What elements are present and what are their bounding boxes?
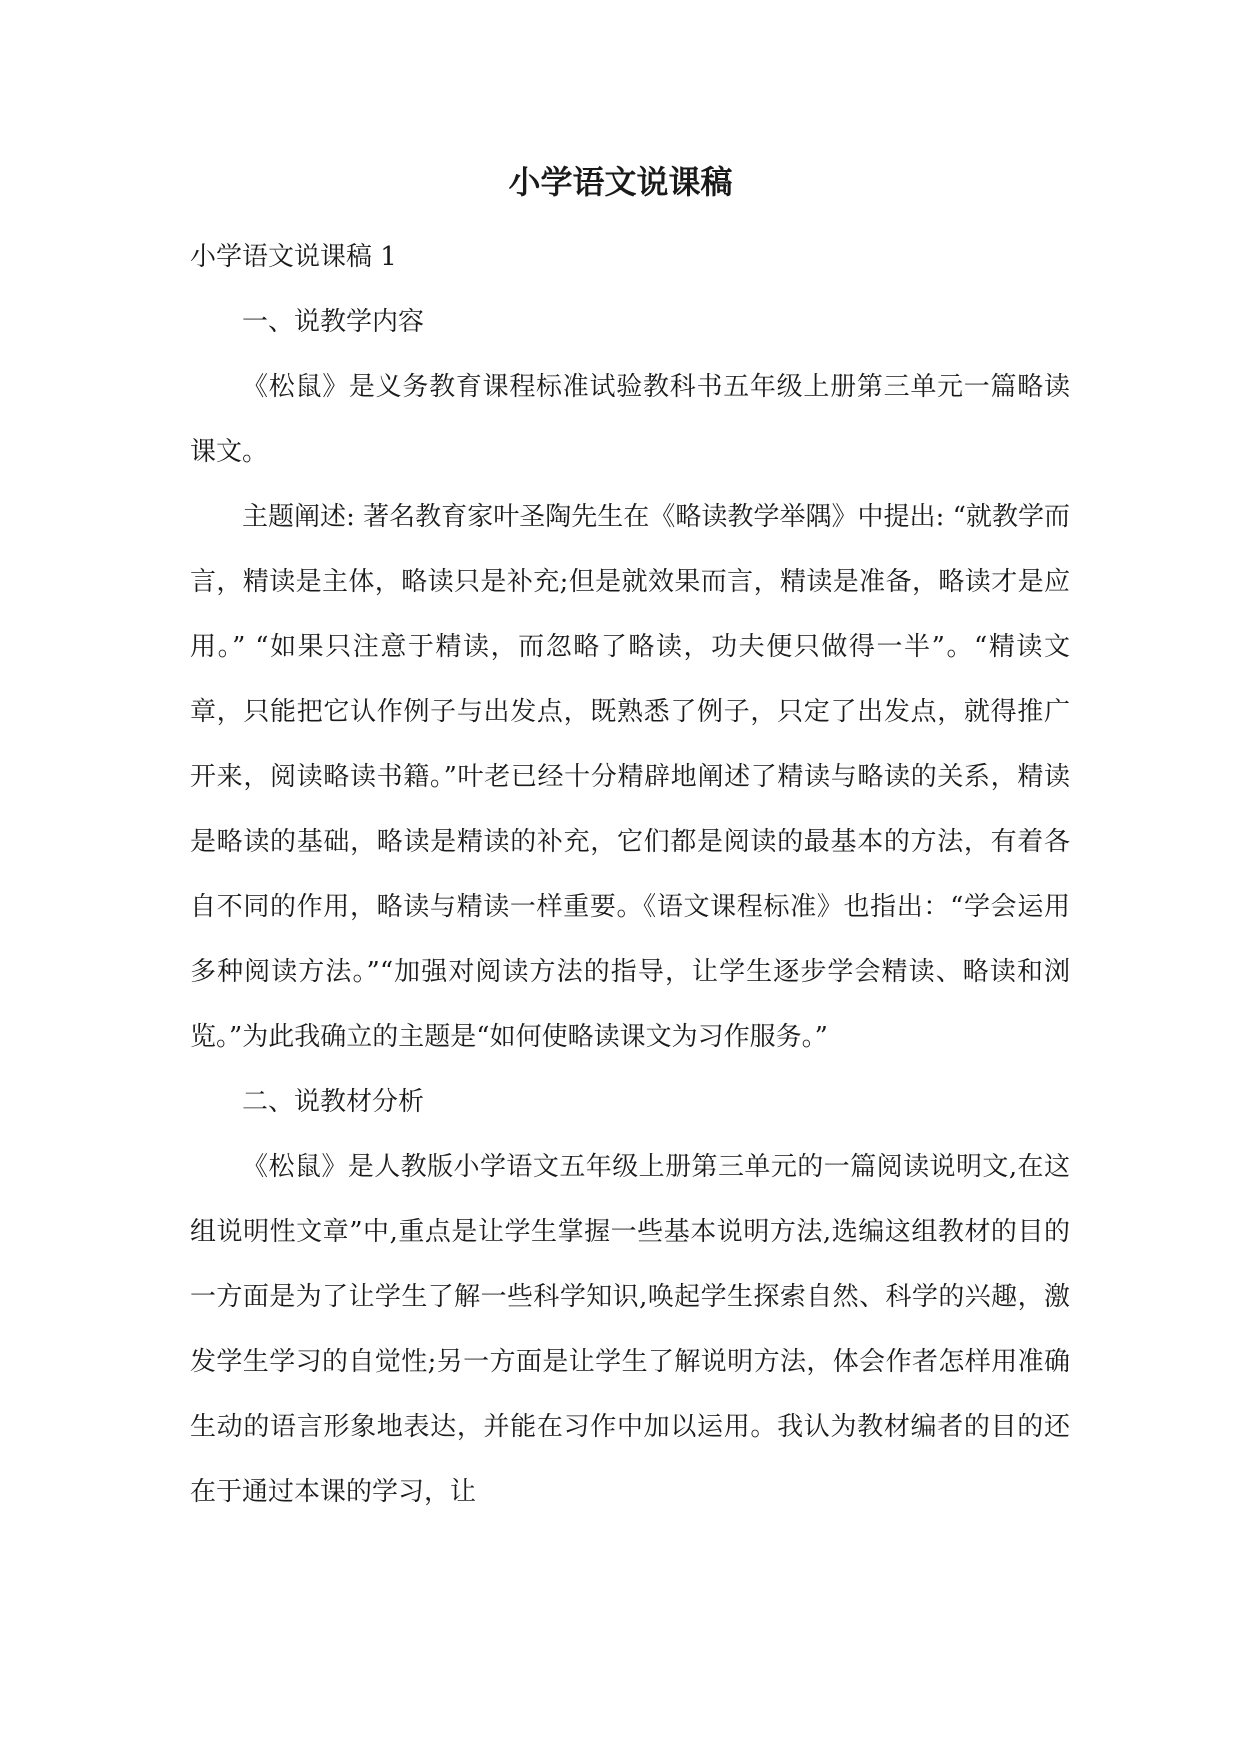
paragraph: 主题阐述: 著名教育家叶圣陶先生在《略读教学举隅》中提出: “就教学而言，精读是主体，略读只是补充;但是就效果而言，精读是准备，略读才是应用。” “如果只注意于精读，而忽略了略读，功夫便只做得一半”。“精读文章，只能把它认作例子与出发点，既熟悉了例子，只定了出发点，就得推广开来，阅读略读书籍。”叶老已经十分精辟地阐述了精读与略读的关系，精读是略读的基础，略读是精读的补充，它们都是阅读的最基本的方法，有着各自不同的作用，略读与精读一样重要。《语文课程标准》也指出：“学会运用多种阅读方法。”“加强对阅读方法的指导，让学生逐步学会精读、略读和浏览。”为此我确立的主题是“如何使略读课文为习作服务。”	[190, 502, 1070, 1052]
heading-teaching-content: 一、说教学内容	[242, 307, 425, 337]
document-title: 小学语文说课稿	[508, 163, 733, 201]
paragraph: 《松鼠》是义务教育课程标准试验教科书五年级上册第三单元一篇略读课文。	[190, 372, 1070, 467]
heading-textbook-analysis: 二、说教材分析	[242, 1087, 425, 1117]
document-body	[190, 225, 1070, 1525]
paragraph: 《松鼠》是人教版小学语文五年级上册第三单元的一篇阅读说明文,在这组说明性文章”中,重点是让学生掌握一些基本说明方法,选编这组教材的目的一方面是为了让学生了解一些科学知识,唤起学生探索自然、科学的兴趣，激发学生学习的自觉性;另一方面是让学生了解说明方法，体会作者怎样用准确生动的语言形象地表达，并能在习作中加以运用。我认为教材编者的目的还在于通过本课的学习，让	[190, 1152, 1070, 1507]
section-title: 小学语文说课稿 1	[190, 242, 397, 272]
